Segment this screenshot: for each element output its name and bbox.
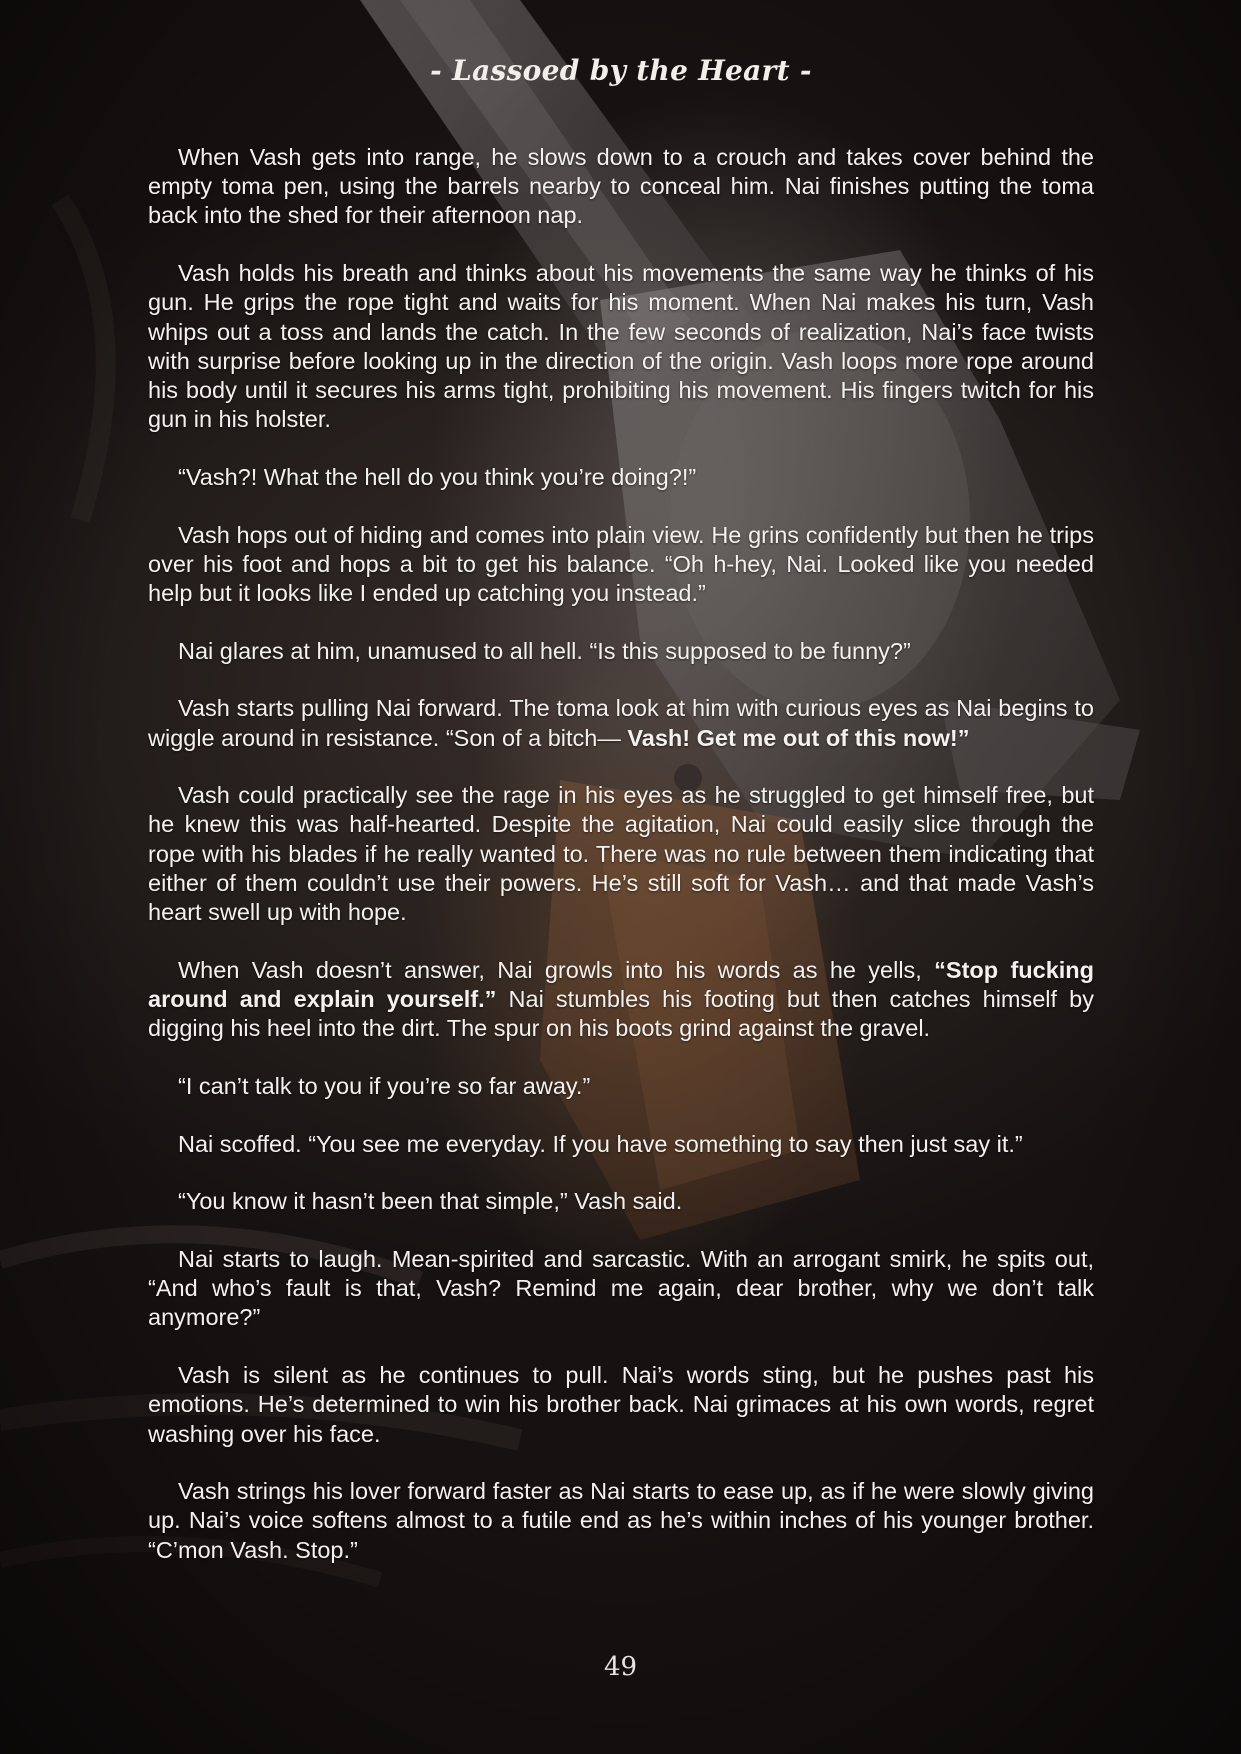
emphasis-text: Vash! Get me out of this now!” (627, 724, 970, 751)
paragraph: Vash strings his lover forward faster as Nai starts to ease up, as if he were slowly giving up. Nai’s voice softens almost to a futile end as he’s within inches of his younger brother. “C’mon Vash. Stop.” (148, 1478, 1094, 1563)
chapter-title: - Lassoed by the Heart - (430, 54, 812, 87)
paragraph: “You know it hasn’t been that simple,” Vash said. (178, 1188, 683, 1215)
paragraph: When Vash gets into range, he slows down to a crouch and takes cover behind the empty toma pen, using the barrels nearby to conceal him. Nai finishes putting the toma back into the shed for their afternoon nap. (148, 144, 1094, 229)
paragraph: “I can’t talk to you if you’re so far away.” (178, 1072, 591, 1099)
paragraph: Nai glares at him, unamused to all hell. “Is this supposed to be funny?” (178, 637, 911, 664)
emphasis-text: “Stop fucking around and explain yourself.” (148, 956, 1094, 1012)
story-text (148, 143, 1094, 1593)
paragraph: Nai starts to laugh. Mean-spirited and sarcastic. With an arrogant smirk, he spits out, “And who’s fault is that, Vash? Remind me again, dear brother, why we don’t talk anymore?” (148, 1245, 1094, 1331)
paragraph: Vash could practically see the rage in his eyes as he struggled to get himself free, but he knew this was half-hearted. Despite the agitation, Nai could easily slice through the rope with his blades if he really wanted to. There was no rule between them indicating that either of them couldn’t use their powers. He’s still soft for Vash… and that made Vash’s heart swell up with hope. (148, 782, 1094, 926)
paragraph: Vash starts pulling Nai forward. The toma look at him with curious eyes as Nai begins to wiggle around in resistance. “Son of a bitch— Vash! Get me out of this now!” (148, 695, 1094, 751)
paragraph: Vash is silent as he continues to pull. Nai’s words sting, but he pushes past his emotions. He’s determined to win his brother back. Nai grimaces at his own words, regret washing over his face. (148, 1362, 1094, 1447)
paragraph: Vash holds his breath and thinks about his movements the same way he thinks of his gun. He grips the rope tight and waits for his moment. When Nai makes his turn, Vash whips out a toss and lands the catch. In the few seconds of realization, Nai’s face twists with surprise before looking up in the direction of the origin. Vash loops more rope around his body until it secures his arms tight, prohibiting his movement. His fingers twitch for his gun in his holster. (148, 260, 1094, 433)
paragraph: Nai scoffed. “You see me everyday. If you have something to say then just say it.” (178, 1130, 1023, 1157)
paragraph: Vash hops out of hiding and comes into plain view. He grins confidently but then he trips over his foot and hops a bit to get his balance. “Oh h-hey, Nai. Looked like you needed help but it looks like I ended up catching you instead.” (148, 521, 1094, 606)
paragraph: “Vash?! What the hell do you think you’re doing?!” (178, 463, 697, 490)
page-number: 49 (603, 1652, 638, 1682)
paragraph: When Vash doesn’t answer, Nai growls into his words as he yells, “Stop fucking around and explain yourself.” Nai stumbles his footing but then catches himself by digging his heel into the dirt. The spur on his boots grind against the gravel. (148, 956, 1094, 1042)
